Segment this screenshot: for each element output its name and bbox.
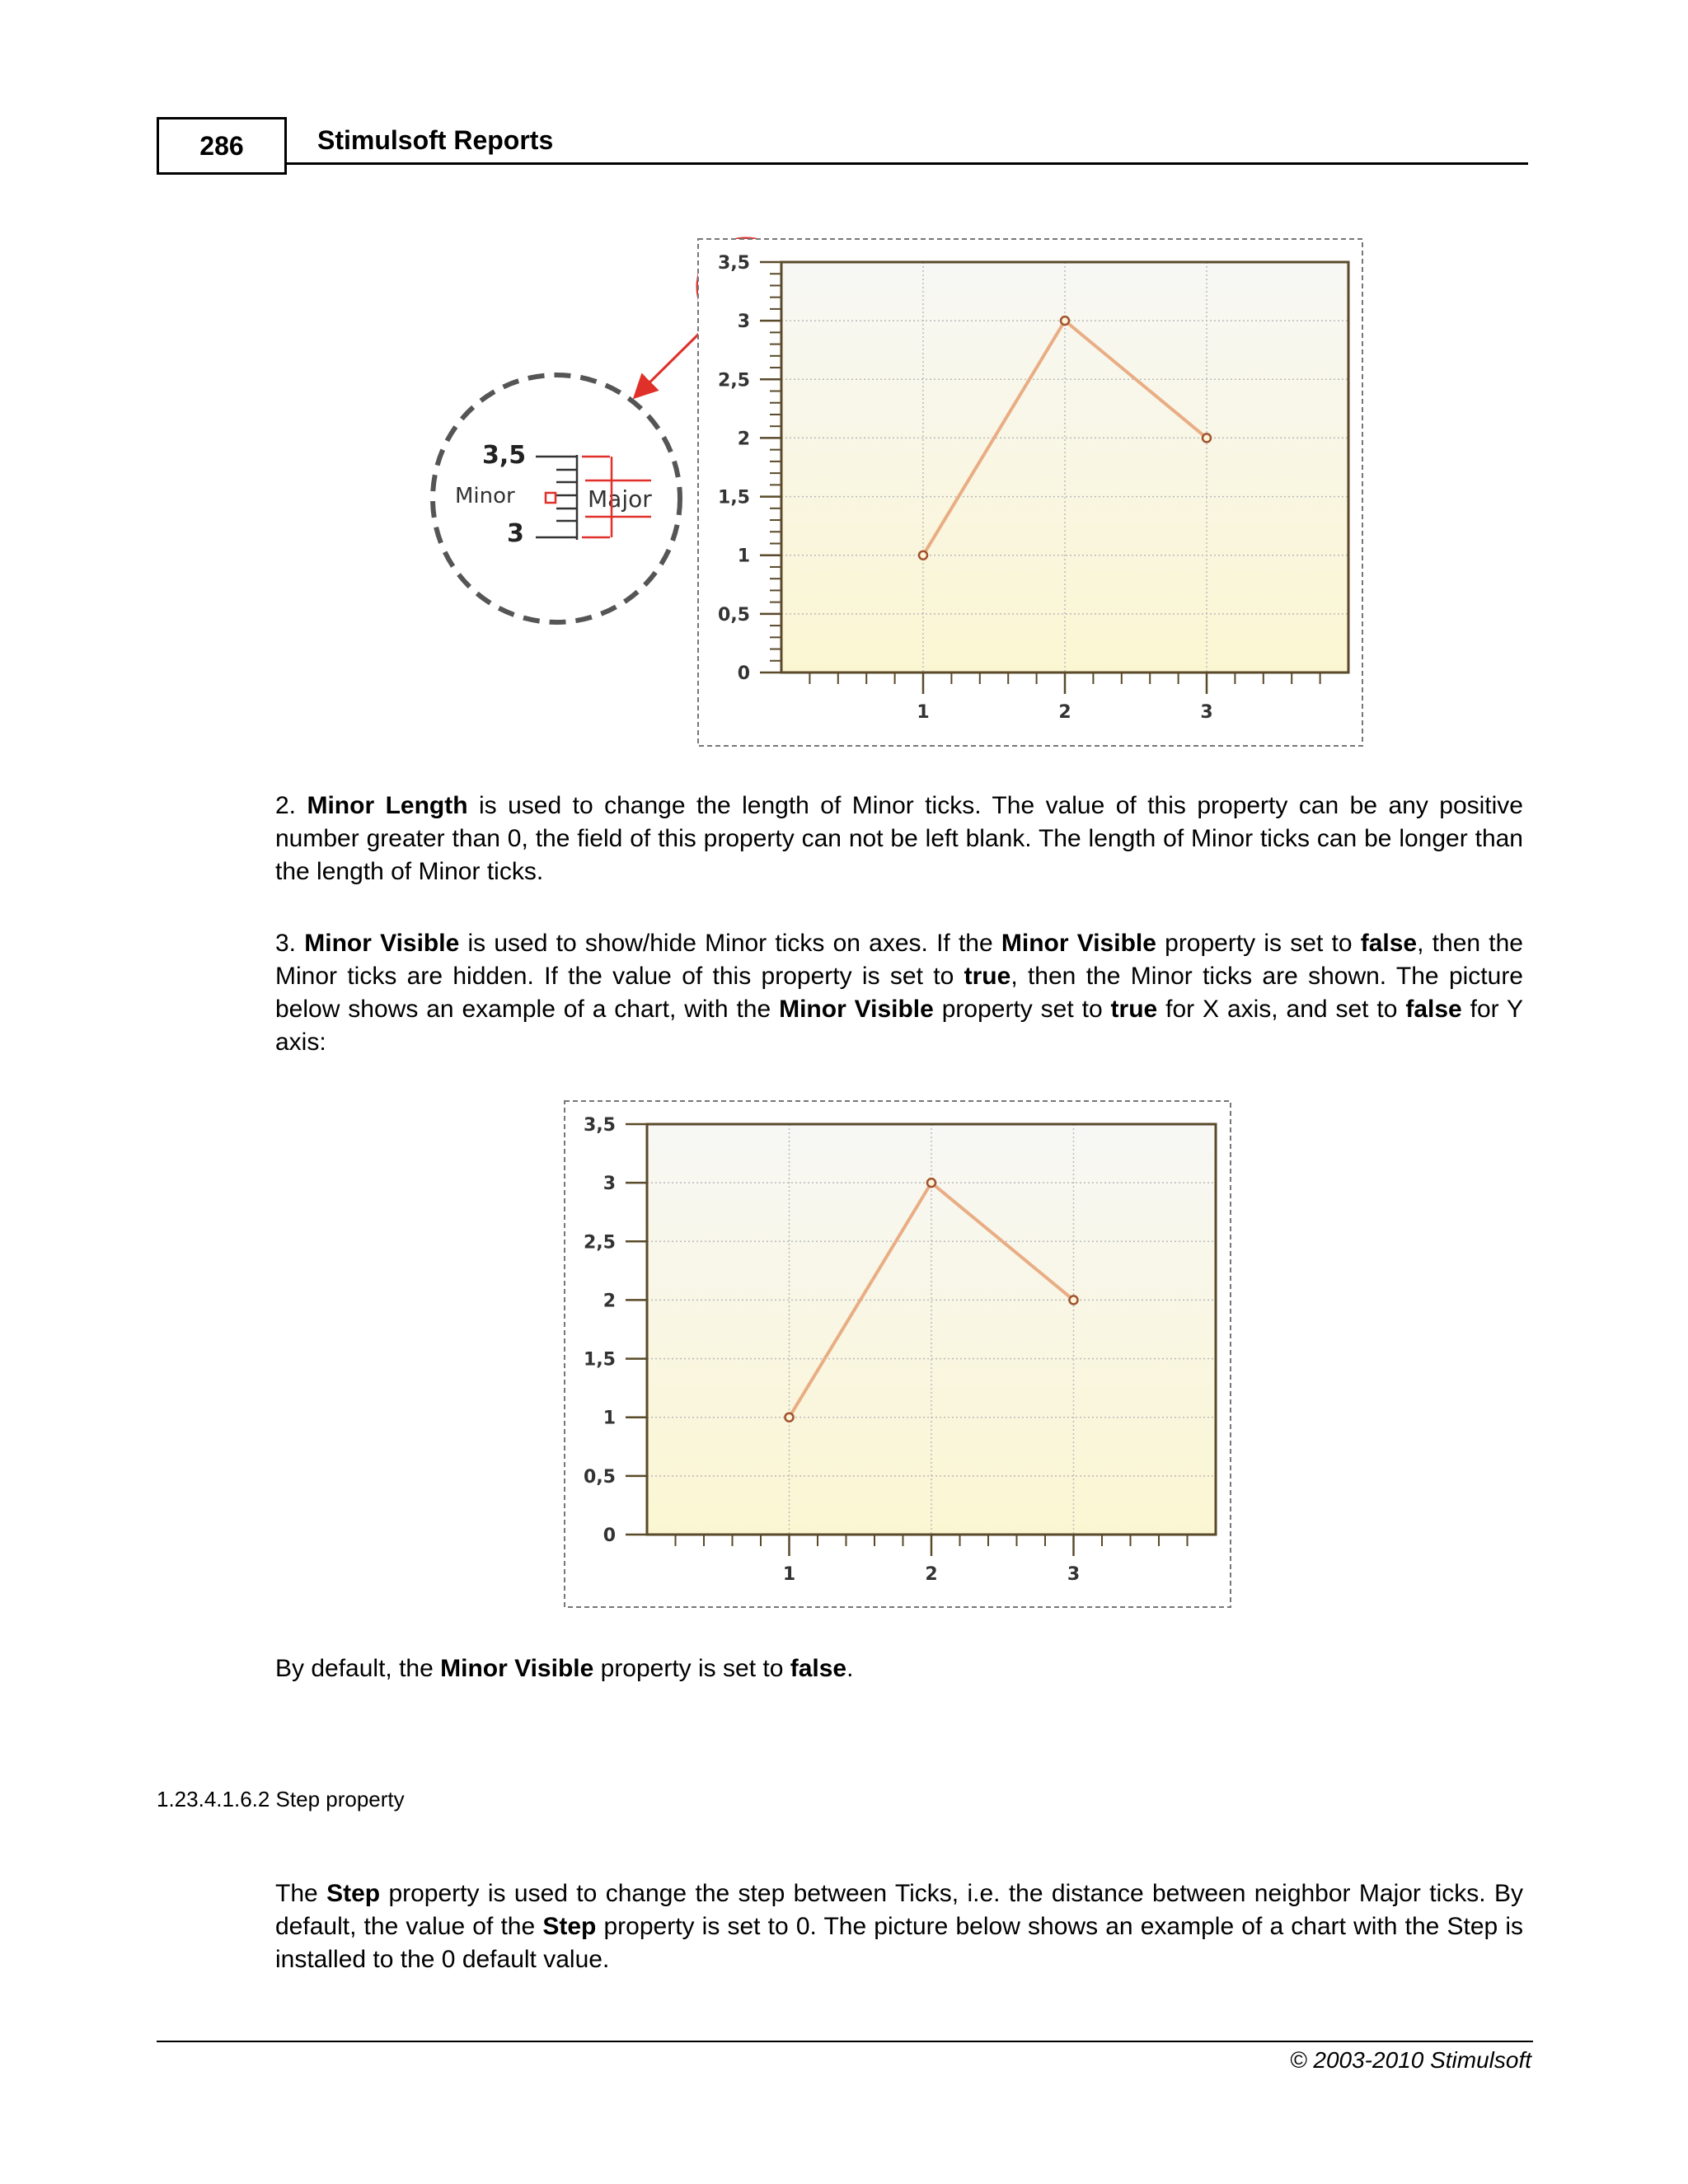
footer-copyright: © 2003-2010 Stimulsoft xyxy=(1289,2047,1531,2073)
y-tick-label: 2 xyxy=(737,429,750,450)
y-tick-label: 1 xyxy=(603,1408,616,1429)
y-tick-label: 3 xyxy=(603,1174,616,1195)
y-tick-label: 0 xyxy=(603,1526,616,1546)
callout-minor-label: Minor xyxy=(455,484,515,509)
paragraph-default: By default, the Minor Visible property is set to false. xyxy=(275,1655,854,1682)
y-tick-label: 2 xyxy=(603,1291,616,1312)
data-point xyxy=(919,551,927,560)
paragraph-minor-length: 2. Minor Length is used to change the length of Minor ticks. The value of this property can be any positive number greater than 0, the field of this property can not be left blank. The length of Minor ticks can be longer than the length of Minor ticks. xyxy=(275,792,1523,885)
figure-1-minor-ticks-callout xyxy=(420,231,1368,750)
y-tick-label: 3,5 xyxy=(718,253,750,274)
y-tick-label: 1,5 xyxy=(718,487,750,509)
y-tick-label: 0,5 xyxy=(584,1466,616,1488)
x-tick-label: 3 xyxy=(1200,702,1213,723)
x-tick-label: 3 xyxy=(1067,1564,1081,1585)
data-point xyxy=(1203,434,1211,442)
term-minor-length: Minor Length xyxy=(307,792,468,819)
callout-bottom-label: 3 xyxy=(507,519,524,548)
y-tick-label: 0 xyxy=(737,663,750,684)
footer-divider xyxy=(157,2041,1533,2042)
paragraph-minor-visible: 3. Minor Visible is used to show/hide Minor ticks on axes. If the Minor Visible property is set to false, then the Minor ticks are hidden. If the value of this property is set to true, then the Minor ticks are shown. The picture below shows an example of a chart, with the Minor Visible property set to true for X axis, and set to false for Y axis: xyxy=(275,930,1523,1056)
data-point xyxy=(785,1413,794,1422)
y-tick-label: 3 xyxy=(737,312,750,333)
x-tick-label: 2 xyxy=(1058,702,1071,723)
data-point xyxy=(927,1179,935,1187)
callout-arrow xyxy=(636,328,705,396)
y-tick-label: 1,5 xyxy=(584,1349,616,1371)
y-tick-label: 0,5 xyxy=(718,604,750,626)
x-tick-label: 2 xyxy=(925,1564,938,1585)
x-tick-label: 1 xyxy=(917,702,930,723)
callout-major-label: Major xyxy=(588,485,652,513)
y-tick-label: 2,5 xyxy=(718,370,750,391)
paragraph-step: The Step property is used to change the step between Ticks, i.e. the distance between neighbor Major ticks. By default, the value of the Step property is set to 0. The picture below shows an example of a chart with the Step is installed to the 0 default value. xyxy=(275,1880,1524,1973)
data-point xyxy=(1070,1296,1078,1304)
section-heading: 1.23.4.1.6.2 Step property xyxy=(157,1787,405,1811)
y-tick-label: 2,5 xyxy=(584,1232,616,1254)
figure-2-minor-visible-chart xyxy=(560,1096,1236,1615)
header-divider xyxy=(287,162,1528,165)
y-tick-label: 1 xyxy=(737,546,750,567)
page-number: 286 xyxy=(157,117,287,175)
chart-1 xyxy=(718,253,1348,723)
chart-2 xyxy=(584,1115,1216,1585)
x-tick-label: 1 xyxy=(782,1564,796,1585)
callout-top-label: 3,5 xyxy=(482,441,527,470)
document-title: Stimulsoft Reports xyxy=(317,125,554,155)
data-point xyxy=(1061,316,1069,325)
y-tick-label: 3,5 xyxy=(584,1115,616,1136)
